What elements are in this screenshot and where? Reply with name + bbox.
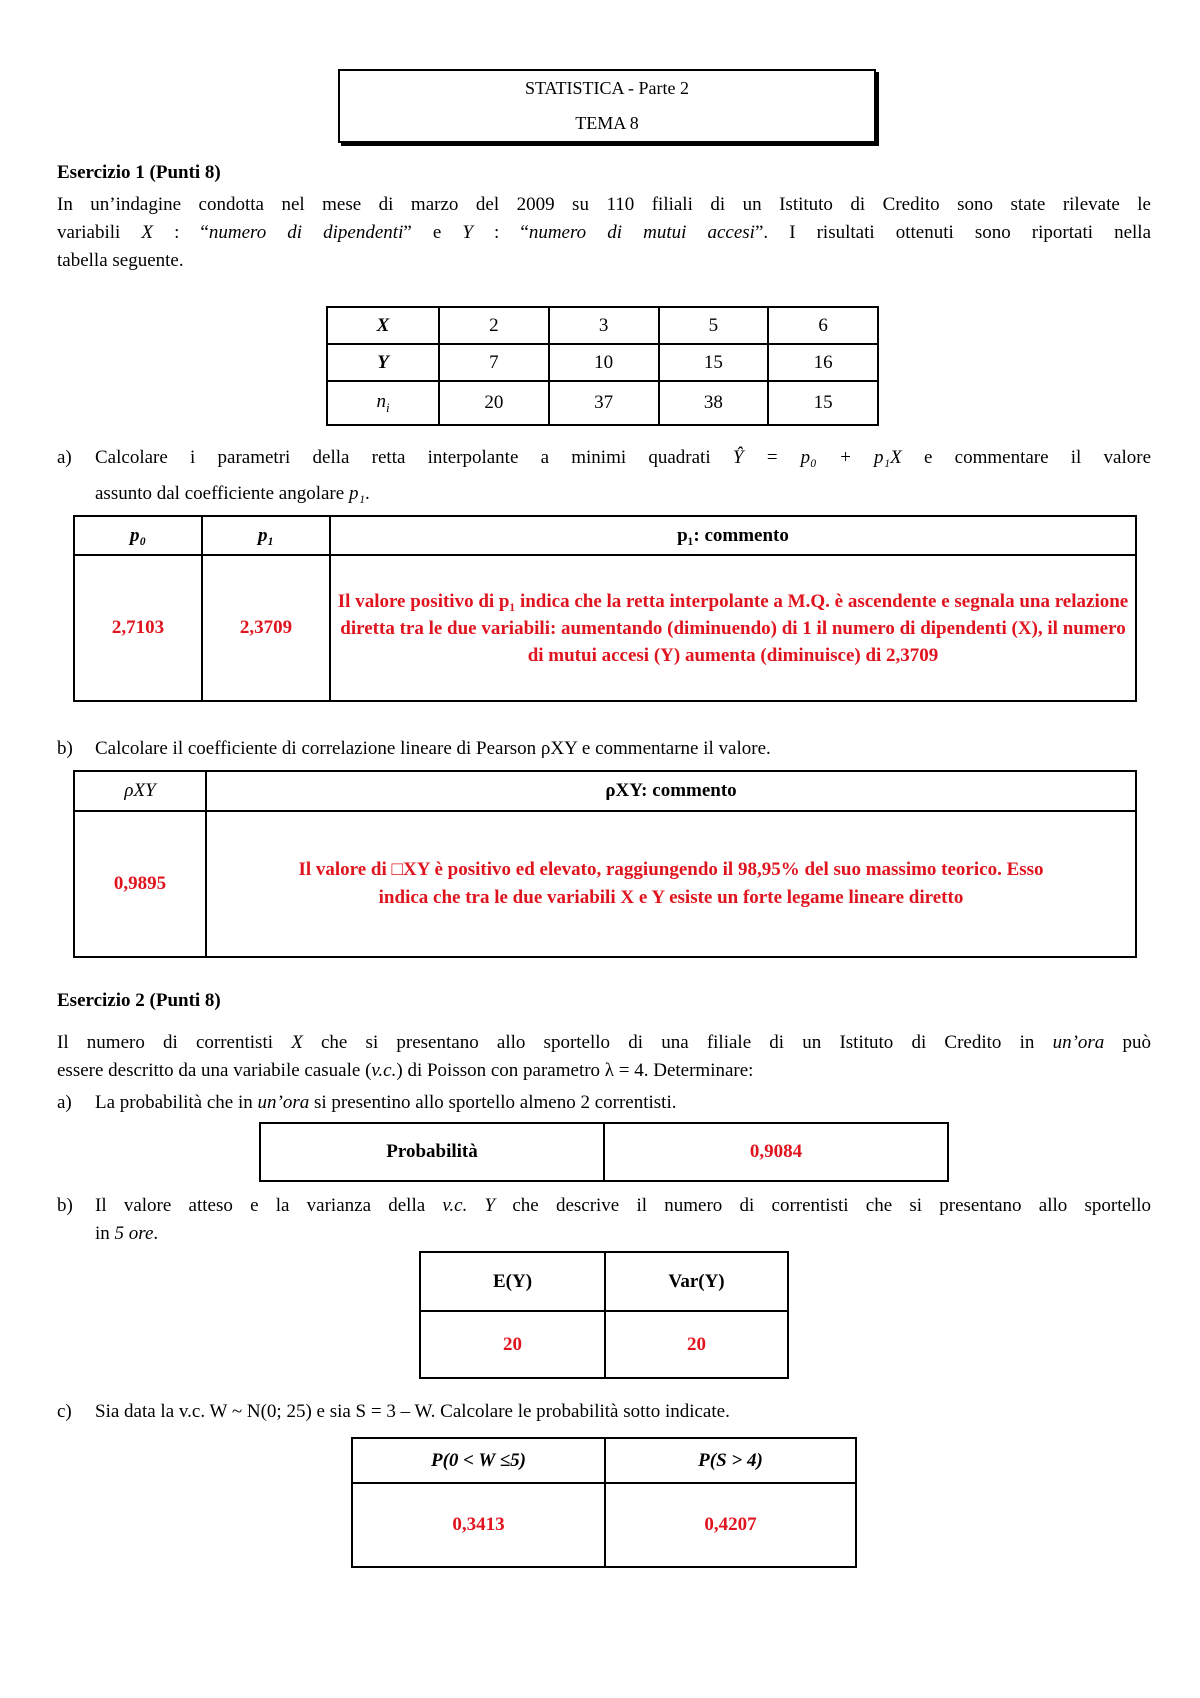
ex1-a-line2: assunto dal coefficiente angolare p₁. bbox=[95, 483, 370, 504]
row-n bbox=[327, 381, 878, 425]
exercise-2-intro bbox=[57, 1029, 1151, 1085]
item-text: in bbox=[95, 1223, 115, 1244]
intro-line-1: In un’indagine condotta nel mese di marzo del 2009 su 110 filiali di un Istituto di Credito sono state rilevate le bbox=[57, 194, 1151, 215]
value-rho: 0,9895 bbox=[74, 811, 206, 957]
row-y bbox=[327, 344, 878, 381]
values-row bbox=[352, 1483, 856, 1567]
header-row bbox=[74, 516, 1136, 555]
ex2-intro-line2 bbox=[57, 1057, 1151, 1085]
probability-table bbox=[259, 1122, 949, 1182]
item-label: a) bbox=[57, 447, 72, 468]
intro-text: ”. I risultati ottenuti sono riportati nella bbox=[754, 222, 1152, 243]
value-p0: 2,7103 bbox=[74, 555, 202, 701]
item-label: b) bbox=[57, 738, 73, 759]
cell: 38 bbox=[659, 381, 769, 425]
value-variance: 20 bbox=[605, 1311, 788, 1378]
probability-label: Probabilità bbox=[260, 1123, 604, 1181]
header-prob-s: P(S > 4) bbox=[605, 1438, 856, 1483]
item-label: b) bbox=[57, 1195, 73, 1216]
var-y: Y bbox=[462, 222, 473, 243]
item-text: Calcolare i parametri della retta interpolante a minimi quadrati bbox=[95, 447, 733, 468]
exercise-1-heading: Esercizio 1 (Punti 8) bbox=[57, 162, 221, 183]
cell-header-n: $n_i$ bbox=[327, 381, 439, 425]
header-row bbox=[420, 1252, 788, 1311]
header-rho: ρXY bbox=[74, 771, 206, 811]
intro-text: : “ bbox=[472, 222, 529, 243]
value-expectation: 20 bbox=[420, 1311, 605, 1378]
intro-text: : “ bbox=[153, 222, 209, 243]
p1-symbol: p₁ bbox=[348, 483, 366, 504]
exercise-1-intro bbox=[57, 191, 1151, 275]
intro-italic: v.c. bbox=[371, 1060, 397, 1081]
var-x: X bbox=[291, 1032, 303, 1053]
header-rho-comment: ρXY: commento bbox=[206, 771, 1136, 811]
probability-row bbox=[260, 1123, 948, 1181]
cell: 5 bbox=[659, 307, 769, 344]
normal-probabilities-table bbox=[351, 1437, 857, 1568]
expectation-variance-table bbox=[419, 1251, 789, 1379]
regression-formula: Ŷ = p₀ + p₁X bbox=[732, 447, 902, 468]
var-x: X bbox=[141, 222, 153, 243]
ex1-item-b bbox=[57, 735, 771, 763]
values-row bbox=[74, 811, 1136, 957]
values-row bbox=[74, 555, 1136, 701]
header-p1-comment: p₁: commento bbox=[330, 516, 1136, 555]
cell: 20 bbox=[439, 381, 549, 425]
title-box bbox=[338, 69, 876, 143]
ex1-item-a bbox=[57, 444, 1151, 508]
cell: 3 bbox=[549, 307, 659, 344]
intro-text: può bbox=[1104, 1032, 1151, 1053]
rho-comment: Il valore di □XY è positivo ed elevato, raggiungendo il 98,95% del suo massimo teorico. Esso indica che tra le due variabili X e Y esiste un forte legame lineare diretto bbox=[206, 811, 1136, 957]
var-y-desc: numero di mutui accesi bbox=[528, 222, 755, 243]
header-variance: Var(Y) bbox=[605, 1252, 788, 1311]
header-expectation: E(Y) bbox=[420, 1252, 605, 1311]
cell-header-y: Y bbox=[327, 344, 439, 381]
item-text: Sia data la v.c. W ~ N(0; 25) e sia S = 3 – W. Calcolare le probabilità sotto indicate. bbox=[95, 1401, 730, 1422]
header-prob-w: P(0 < W ≤5) bbox=[352, 1438, 605, 1483]
cell: 2 bbox=[439, 307, 549, 344]
correlation-table bbox=[73, 770, 1137, 958]
intro-text: ) di Poisson con parametro λ = 4. Determinare: bbox=[396, 1060, 754, 1081]
item-text: . bbox=[153, 1223, 159, 1244]
item-text: Il valore atteso e la varianza della bbox=[95, 1195, 443, 1216]
ex2-item-a bbox=[57, 1089, 677, 1117]
item-italic: 5 ore bbox=[114, 1223, 154, 1244]
intro-italic: un’ora bbox=[1052, 1032, 1105, 1053]
regression-results-table bbox=[73, 515, 1137, 702]
cell: 7 bbox=[439, 344, 549, 381]
cell: 10 bbox=[549, 344, 659, 381]
intro-text: Il numero di correntisti bbox=[57, 1032, 292, 1053]
item-text: che descrive il numero di correntisti che si presentano allo sportello bbox=[495, 1195, 1151, 1216]
cell: 37 bbox=[549, 381, 659, 425]
header-p1: p₁ bbox=[202, 516, 330, 555]
ex1-a-line1 bbox=[57, 444, 1151, 472]
ex2-item-c bbox=[57, 1398, 730, 1426]
title-line-1: STATISTICA - Parte 2 bbox=[524, 78, 690, 98]
intro-text: che si presentano allo sportello di una filiale di un Istituto di Credito in bbox=[302, 1032, 1053, 1053]
value-prob-w: 0,3413 bbox=[352, 1483, 605, 1567]
ex2-intro-line1 bbox=[57, 1029, 1151, 1057]
value-prob-s: 0,4207 bbox=[605, 1483, 856, 1567]
data-table bbox=[326, 306, 879, 426]
item-text: e commentare il valore bbox=[901, 447, 1152, 468]
intro-line-2 bbox=[57, 219, 1151, 247]
item-label: c) bbox=[57, 1401, 72, 1422]
header-row bbox=[352, 1438, 856, 1483]
item-italic: un’ora bbox=[257, 1092, 310, 1113]
header-p0: p₀ bbox=[74, 516, 202, 555]
var-x-desc: numero di dipendenti bbox=[208, 222, 404, 243]
item-text: Calcolare il coefficiente di correlazione lineare di Pearson ρXY e commentarne il valore. bbox=[95, 738, 771, 759]
cell: 15 bbox=[768, 381, 878, 425]
item-text: si presentino allo sportello almeno 2 correntisti. bbox=[309, 1092, 677, 1113]
ex2-b-line1 bbox=[57, 1192, 1151, 1220]
item-italic: v.c. Y bbox=[442, 1195, 496, 1216]
exercise-2-heading: Esercizio 2 (Punti 8) bbox=[57, 990, 221, 1011]
intro-line-3: tabella seguente. bbox=[57, 250, 184, 271]
item-text: assunto dal coefficiente angolare bbox=[95, 483, 349, 504]
value-p1: 2,3709 bbox=[202, 555, 330, 701]
values-row bbox=[420, 1311, 788, 1378]
cell-header-x: X bbox=[327, 307, 439, 344]
ex2-b-line2 bbox=[57, 1220, 1151, 1248]
intro-text: ” e bbox=[403, 222, 463, 243]
title-line-2: TEMA 8 bbox=[575, 113, 639, 133]
item-text: La probabilità che in bbox=[95, 1092, 258, 1113]
cell: 6 bbox=[768, 307, 878, 344]
p1-comment: Il valore positivo di p₁ indica che la retta interpolante a M.Q. è ascendente e segnala una relazione diretta tra le due variabili: aumentando (diminuendo) di 1 il numero di dipendenti (X), il numero di mutui accesi (Y) aumenta (diminuisce) di 2,3709 bbox=[330, 555, 1136, 701]
cell: 15 bbox=[659, 344, 769, 381]
intro-text: variabili bbox=[57, 222, 142, 243]
intro-text: essere descritto da una variabile casuale ( bbox=[57, 1060, 372, 1081]
header-row bbox=[74, 771, 1136, 811]
cell: 16 bbox=[768, 344, 878, 381]
item-label: a) bbox=[57, 1092, 72, 1113]
row-x bbox=[327, 307, 878, 344]
n-symbol: n bbox=[376, 390, 386, 412]
probability-value: 0,9084 bbox=[604, 1123, 948, 1181]
ex2-item-b bbox=[57, 1192, 1151, 1248]
